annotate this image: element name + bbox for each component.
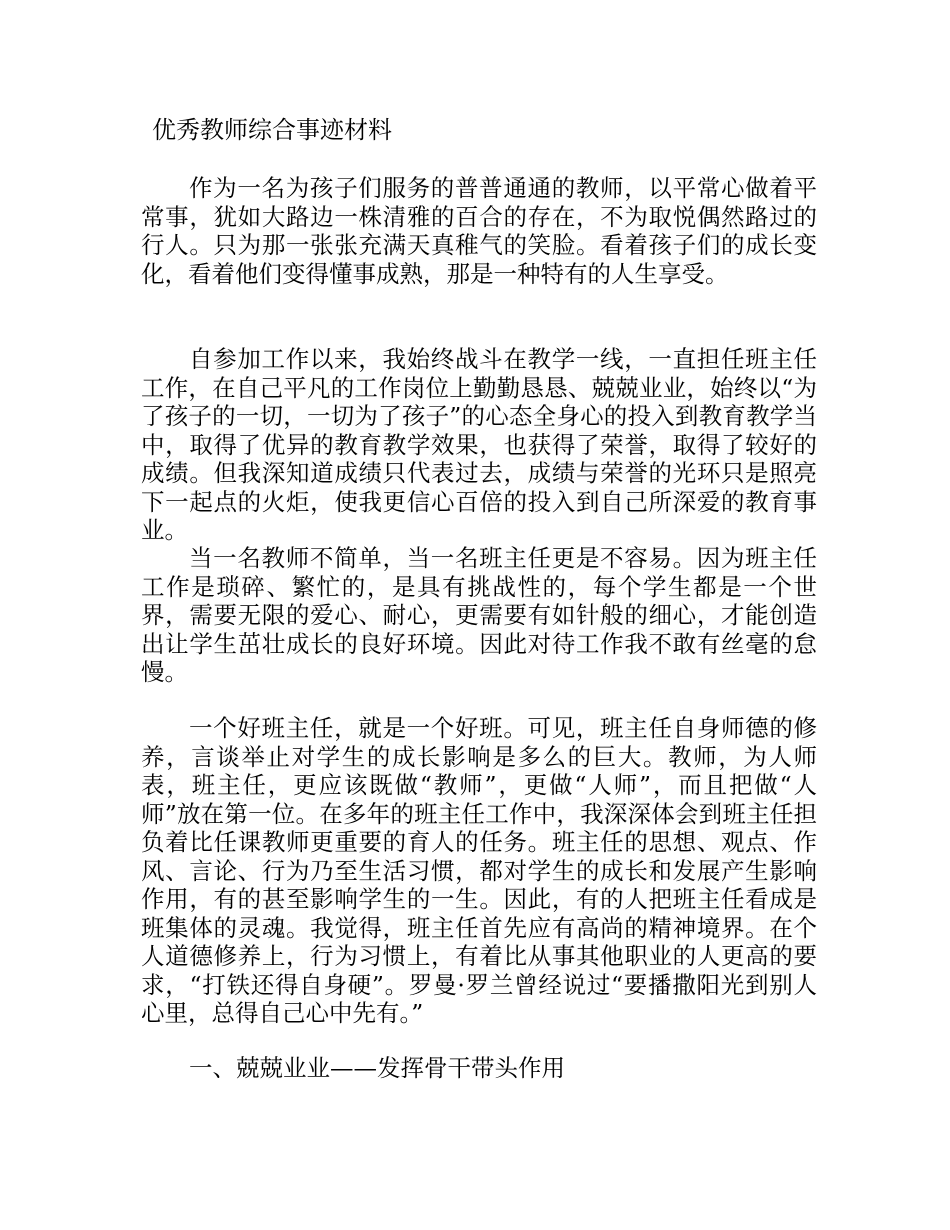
paragraph-2: 自参加工作以来，我始终战斗在教学一线，一直担任班主任工作，在自己平凡的工作岗位上勤勤恳恳、兢兢业业，始终以“为了孩子的一切，一切为了孩子”的心态全身心的投入到教育教学当中，取得了优异的教育教学效果，也获得了荣誉，取得了较好的成绩。但我深知道成绩只代表过去，成绩与荣誉的光环只是照亮下一起点的火炬，使我更信心百倍的投入到自己所深爱的教育事业。 — [141, 345, 817, 544]
paragraph-1: 作为一名为孩子们服务的普普通通的教师，以平常心做着平常事，犹如大路边一株清雅的百合的存在，不为取悦偶然路过的行人。只为那一张张充满天真稚气的笑脸。看着孩子们的成长变化，看着他们变得懂事成熟，那是一种特有的人生享受。 — [141, 174, 817, 288]
paragraph-4: 一个好班主任，就是一个好班。可见，班主任自身师德的修养，言谈举止对学生的成长影响是多么的巨大。教师，为人师表，班主任，更应该既做“教师”，更做“人师”，而且把做“人师”放在第一位。在多年的班主任工作中，我深深体会到班主任担负着比任课教师更重要的育人的任务。班主任的思想、观点、作风、言论、行为乃至生活习惯，都对学生的成长和发展产生影响作用，有的甚至影响学生的一生。因此，有的人把班主任看成是班集体的灵魂。我觉得，班主任首先应有高尚的精神境界。在个人道德修养上，行为习惯上，有着比从事其他职业的人更高的要求，“打铁还得自身硬”。罗曼·罗兰曾经说过“要播撒阳光到别人心里，总得自己心中先有。” — [141, 714, 817, 1027]
section-heading: 一、兢兢业业——发挥骨干带头作用 — [189, 1054, 565, 1082]
paragraph-3: 当一名教师不简单，当一名班主任更是不容易。因为班主任工作是琐碎、繁忙的，是具有挑战性的，每个学生都是一个世界，需要无限的爱心、耐心，更需要有如针般的细心，才能创造出让学生茁壮成长的良好环境。因此对待工作我不敢有丝毫的怠慢。 — [141, 544, 817, 686]
document-title: 优秀教师综合事迹材料 — [152, 116, 392, 144]
